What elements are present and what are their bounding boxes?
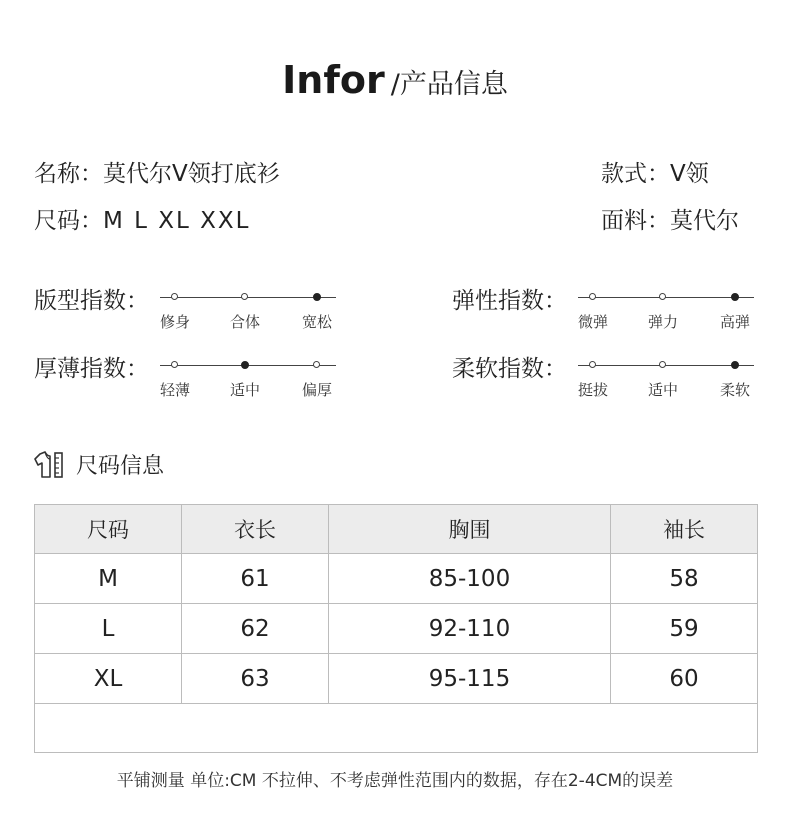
- scale-dot: [731, 361, 739, 369]
- index-scale: [576, 297, 756, 331]
- table-cell: XL: [35, 654, 182, 704]
- shirt-ruler-icon: [34, 451, 66, 479]
- scale-line: [578, 365, 754, 366]
- table-header: 尺码: [35, 505, 182, 554]
- table-cell: 95-115: [329, 654, 611, 704]
- table-cell: 85-100: [329, 554, 611, 604]
- index-scale: [158, 365, 338, 399]
- scale-dot: [313, 361, 320, 368]
- table-header: 胸围: [329, 505, 611, 554]
- table-cell: M: [35, 554, 182, 604]
- scale-tick-label: 微弹: [577, 313, 609, 331]
- table-row: [35, 554, 758, 604]
- scale-dot: [589, 293, 596, 300]
- index-label: 弹性指数：: [452, 288, 567, 314]
- size-section-label: 尺码信息: [76, 454, 165, 479]
- table-row: [35, 654, 758, 704]
- style-value: V领: [670, 161, 709, 187]
- style-label: 款式：: [601, 161, 670, 187]
- index-label: 柔软指数：: [452, 356, 567, 382]
- scale-dot: [589, 361, 596, 368]
- table-empty-cell: [35, 704, 758, 753]
- page-header: [0, 58, 790, 102]
- index-scale: [576, 365, 756, 399]
- scale-dot: [659, 361, 666, 368]
- name-value: 莫代尔V领打底衫: [103, 161, 280, 187]
- scale-dot: [313, 293, 321, 301]
- info-name: [34, 155, 280, 188]
- scale-dot: [241, 293, 248, 300]
- scale-dot: [171, 293, 178, 300]
- scale-dot: [731, 293, 739, 301]
- scale-tick-label: 轻薄: [159, 381, 191, 399]
- scale-dot: [659, 293, 666, 300]
- scale-tick-label: 宽松: [301, 313, 333, 331]
- fabric-value: 莫代尔: [670, 208, 739, 234]
- scale-tick-label: 弹力: [647, 313, 679, 331]
- info-style: [601, 155, 709, 188]
- scale-line: [160, 297, 336, 298]
- scale-line: [578, 297, 754, 298]
- scale-tick-label: 柔软: [719, 381, 751, 399]
- scale-dot: [171, 361, 178, 368]
- table-cell: L: [35, 604, 182, 654]
- scale-tick-label: 高弹: [719, 313, 751, 331]
- scale-tick-label: 修身: [159, 313, 191, 331]
- size-label: 尺码：: [34, 208, 103, 234]
- name-label: 名称：: [34, 161, 103, 187]
- scale-tick-label: 适中: [647, 381, 679, 399]
- table-row: [35, 604, 758, 654]
- scale-tick-label: 合体: [229, 313, 261, 331]
- info-size: [34, 202, 251, 235]
- header-title-en: Infor: [282, 58, 385, 102]
- table-cell: 61: [182, 554, 329, 604]
- index-label: 版型指数：: [34, 288, 149, 314]
- header-title-cn: /产品信息: [390, 69, 508, 100]
- scale-tick-label: 适中: [229, 381, 261, 399]
- table-header: 袖长: [610, 505, 757, 554]
- index-label: 厚薄指数：: [34, 356, 149, 382]
- size-table: [34, 504, 758, 753]
- table-cell: 58: [610, 554, 757, 604]
- table-cell: 92-110: [329, 604, 611, 654]
- index-scale: [158, 297, 338, 331]
- measurement-note: 平铺测量 单位:CM 不拉伸、不考虑弹性范围内的数据，存在2-4CM的误差: [116, 771, 674, 791]
- size-section-title: [34, 449, 164, 480]
- table-header: 衣长: [182, 505, 329, 554]
- table-cell: 62: [182, 604, 329, 654]
- table-cell: 60: [610, 654, 757, 704]
- fabric-label: 面料：: [601, 208, 670, 234]
- scale-tick-label: 挺拔: [577, 381, 609, 399]
- table-cell: 59: [610, 604, 757, 654]
- table-cell: 63: [182, 654, 329, 704]
- table-header-row: [35, 505, 758, 554]
- info-fabric: [601, 202, 739, 235]
- scale-dot: [241, 361, 249, 369]
- scale-tick-label: 偏厚: [301, 381, 333, 399]
- size-value: M L XL XXL: [103, 208, 251, 234]
- table-empty-row: [35, 704, 758, 753]
